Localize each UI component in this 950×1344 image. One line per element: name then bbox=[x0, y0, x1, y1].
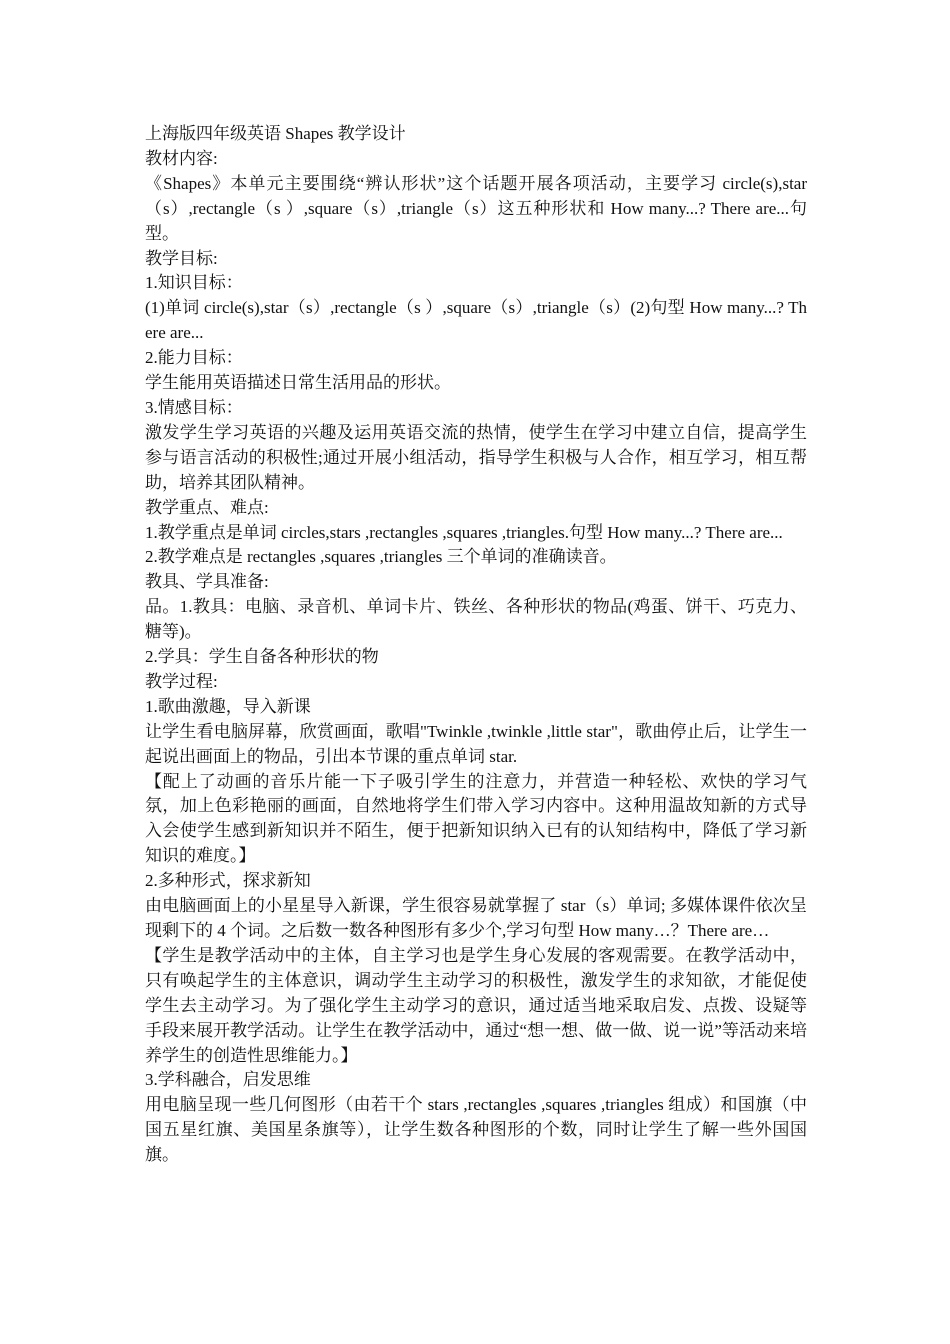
section-heading: 教学过程: bbox=[145, 671, 218, 691]
section-heading: 教材内容: bbox=[145, 148, 218, 168]
paragraph: 2.学具：学生自备各种形状的物 bbox=[145, 647, 379, 667]
paragraph: 品。1.教具：电脑、录音机、单词卡片、铁丝、各种形状的物品(鸡蛋、饼干、巧克力、糖等)。 bbox=[145, 597, 807, 642]
paragraph: 学生能用英语描述日常生活用品的形状。 bbox=[145, 373, 451, 393]
section-heading: 教学目标: bbox=[145, 248, 218, 268]
subheading: 2.多种形式，探求新知 bbox=[145, 871, 311, 891]
document-page bbox=[145, 122, 807, 1168]
subheading: 3.情感目标： bbox=[145, 397, 243, 417]
paragraph: 由电脑画面上的小星星导入新课，学生很容易就掌握了 star（s）单词; 多媒体课件依次呈现剩下的 4 个词。之后数一数各种图形有多少个,学习句型 How many…？There are… bbox=[145, 896, 807, 940]
subheading: 1.知识目标： bbox=[145, 273, 243, 293]
commentary-paragraph: 【配上了动画的音乐片能一下子吸引学生的注意力，并营造一种轻松、欢快的学习气氛，加上色彩艳丽的画面，自然地将学生们带入学习内容中。这种用温故知新的方式导入会使学生感到新知识并不陌生，便于把新知识纳入已有的认知结构中，降低了学习新知识的难度。】 bbox=[145, 771, 807, 866]
subheading: 2.能力目标： bbox=[145, 348, 243, 368]
paragraph: 激发学生学习英语的兴趣及运用英语交流的热情，使学生在学习中建立自信，提高学生参与语言活动的积极性;通过开展小组活动，指导学生积极与人合作，相互学习，相互帮助，培养其团队精神。 bbox=[145, 422, 807, 492]
subheading: 1.歌曲激趣，导入新课 bbox=[145, 696, 311, 716]
paragraph: (1)单词 circle(s),star（s）,rectangle（s ）,square（s）,triangle（s）(2)句型 How many...? There are... bbox=[145, 298, 807, 343]
subheading: 3.学科融合，启发思维 bbox=[145, 1070, 311, 1090]
paragraph: 让学生看电脑屏幕，欣赏画面，歌唱"Twinkle ,twinkle ,little star"，歌曲停止后，让学生一起说出画面上的物品，引出本节课的重点单词 star. bbox=[145, 721, 807, 766]
paragraph: 《Shapes》本单元主要围绕“辨认形状”这个话题开展各项活动，主要学习 circle(s),star（s）,rectangle（s ）,square（s）,triangle（s）这五种形状和 How many...? There are...句型。 bbox=[145, 173, 807, 243]
paragraph: 1.教学重点是单词 circles,stars ,rectangles ,squares ,triangles.句型 How many...? There are... bbox=[145, 522, 783, 542]
section-heading: 教具、学具准备: bbox=[145, 572, 269, 592]
document-title: 上海版四年级英语 Shapes 教学设计 bbox=[145, 124, 406, 143]
paragraph: 用电脑呈现一些几何图形（由若干个 stars ,rectangles ,squares ,triangles 组成）和国旗（中国五星红旗、美国星条旗等），让学生数各种图形的个数，同时让学生了解一些外国国旗。 bbox=[145, 1095, 807, 1165]
section-heading: 教学重点、难点: bbox=[145, 497, 269, 517]
commentary-paragraph: 【学生是教学活动中的主体，自主学习也是学生身心发展的客观需要。在教学活动中，只有唤起学生的主体意识，调动学生主动学习的积极性，激发学生的求知欲，才能促使学生去主动学习。为了强化学生主动学习的意识，通过适当地采取启发、点拨、设疑等手段来展开教学活动。让学生在教学活动中，通过“想一想、做一做、说一说”等活动来培养学生的创造性思维能力。】 bbox=[145, 945, 807, 1065]
paragraph: 2.教学难点是 rectangles ,squares ,triangles 三个单词的准确读音。 bbox=[145, 547, 617, 567]
